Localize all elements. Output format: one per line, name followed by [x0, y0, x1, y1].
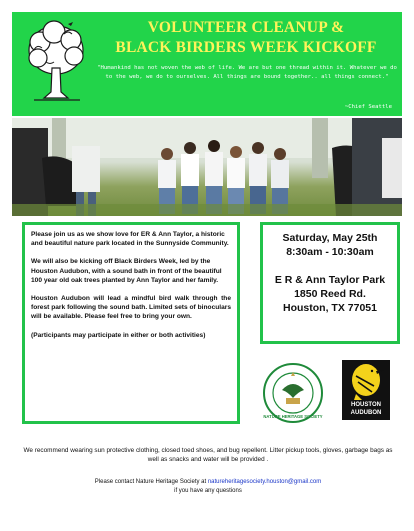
description-paragraph-1: Please join us as we show love for ER & Ann Taylor, a historic and beautiful nature park located in the Sunnyside Community. [31, 231, 229, 248]
contact-suffix: if you have any questions [174, 488, 242, 494]
description-paragraph-3: Houston Audubon will lead a mindful bird walk through the forest park following the sound bath. Limited sets of binoculars will be available. Please feel free to bring your own. [31, 295, 231, 321]
quote-attribution: ~Chief Seattle [344, 104, 392, 110]
audubon-line-1: HOUSTON [351, 402, 381, 408]
contact-prefix: Please contact Nature Heritage Society at [94, 479, 208, 485]
contact-email-link[interactable]: natureheritagesociety.houston@gmail.com [207, 479, 322, 485]
description-paragraph-4: (Participants may participate in either or both activities) [31, 331, 206, 339]
venue-city: Houston, TX 77051 [283, 302, 377, 314]
tree-icon [24, 20, 88, 102]
description-paragraph-2: We will also be kicking off Black Birders Week, led by the Houston Audubon, with a sound bath in front of the beautiful 100 year old oak trees planted by Ann Taylor and her family. [31, 258, 222, 284]
title-line-2: BLACK BIRDERS WEEK KICKOFF [115, 39, 377, 56]
page-title [94, 18, 398, 58]
event-venue [267, 273, 393, 315]
venue-address: 1850 Reed Rd. [294, 288, 366, 300]
nature-heritage-society-logo [262, 362, 324, 424]
recommendation-text: We recommend wearing sun protective clothing, closed toed shoes, and bug repellent. Litter pickup tools, gloves, garbage bags as well as snacks and water will be provided . [23, 447, 393, 463]
venue-name: E R & Ann Taylor Park [274, 274, 386, 286]
houston-audubon-logo [342, 360, 390, 420]
nhs-logo-text: NATURE HERITAGE SOCIETY [263, 414, 323, 419]
audubon-bird-icon [342, 360, 390, 420]
contact-info [22, 478, 394, 496]
volunteer-photo-illustration [12, 118, 402, 216]
event-date: Saturday, May 25th [282, 232, 378, 244]
volunteer-photo [12, 118, 402, 216]
event-details-box [260, 222, 400, 344]
event-time: 8:30am - 10:30am [286, 246, 374, 258]
audubon-line-2: AUDUBON [350, 410, 382, 416]
header-banner [12, 12, 402, 116]
title-line-1: VOLUNTEER CLEANUP & [147, 19, 345, 36]
event-description-box [22, 222, 240, 424]
quote-text: "Humankind has not woven the web of life. We are but one thread within it. Whatever we do to the web, we do to ourselves. All things are bound together.. all things connect." [97, 65, 397, 80]
